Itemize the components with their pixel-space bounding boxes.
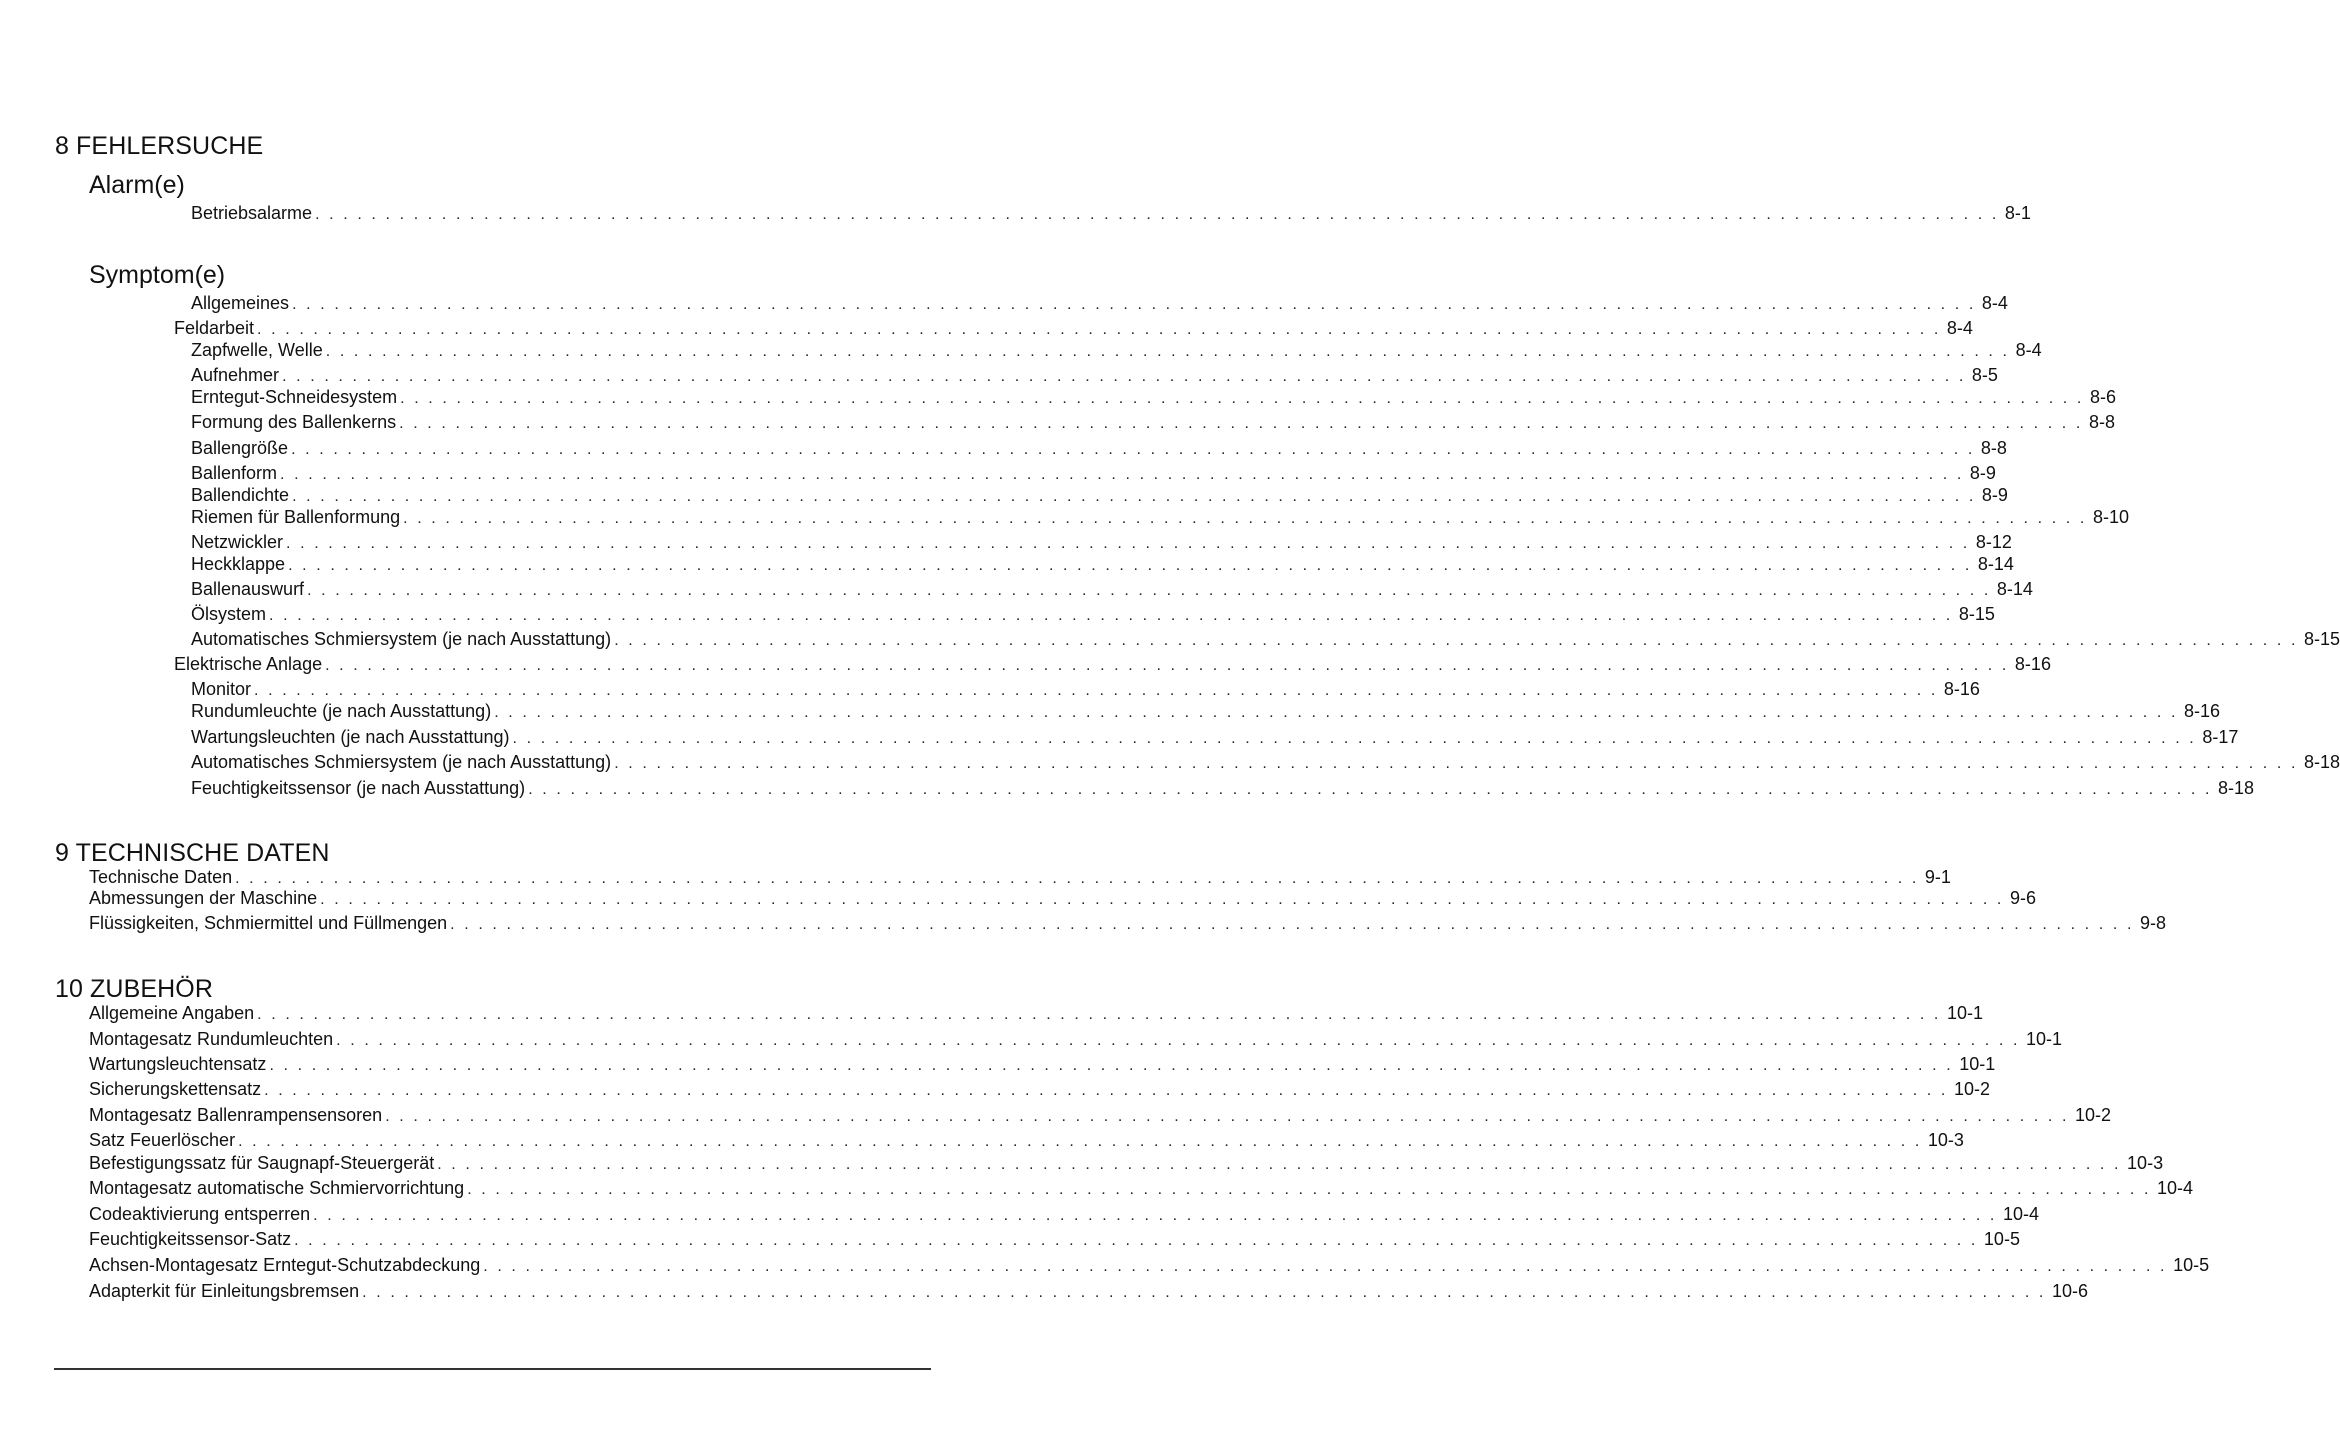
toc-entry-label: Allgemeines <box>191 293 290 313</box>
dot-leader: . . . . . . . . . . . . . . . . . . . . . . . . . . . . . . . . . . . . . . . . . . . . . . . . . . . . . . . . . . . . . . . . . . . . . . . . . . . . . . . . . . . . . . . . . . . . . . . . . . . . . . . . . . . . . . . . . . . . . . . . <box>269 1057 1954 1074</box>
toc-entry[interactable] <box>89 887 2036 909</box>
toc-entry[interactable] <box>191 751 2340 773</box>
toc-entry[interactable] <box>89 1177 2194 1199</box>
toc-entry-label: Aufnehmer <box>191 365 280 385</box>
toc-entry[interactable] <box>89 1280 2088 1302</box>
toc-entry[interactable] <box>89 1002 1983 1024</box>
toc-entry-page: 8-16 <box>2184 701 2221 721</box>
dot-leader: . . . . . . . . . . . . . . . . . . . . . . . . . . . . . . . . . . . . . . . . . . . . . . . . . . . . . . . . . . . . . . . . . . . . . . . . . . . . . . . . . . . . . . . . . . . . . . . . . . . . . . . . . . . . . . . . . . . . . . . . <box>403 510 2087 527</box>
toc-entry[interactable] <box>191 364 1998 386</box>
toc-entry-page: 10-4 <box>2157 1178 2194 1198</box>
toc-entry[interactable] <box>89 1203 2039 1225</box>
toc-entry-label: Allgemeine Angaben <box>89 1003 255 1023</box>
toc-entry-page: 8-17 <box>2202 727 2239 747</box>
dot-leader: . . . . . . . . . . . . . . . . . . . . . . . . . . . . . . . . . . . . . . . . . . . . . . . . . . . . . . . . . . . . . . . . . . . . . . . . . . . . . . . . . . . . . . . . . . . . . . . . . . . . . . . . . . . . . . . . . . . . . . . . <box>286 535 1970 552</box>
toc-entry[interactable] <box>191 202 2031 224</box>
dot-leader: . . . . . . . . . . . . . . . . . . . . . . . . . . . . . . . . . . . . . . . . . . . . . . . . . . . . . . . . . . . . . . . . . . . . . . . . . . . . . . . . . . . . . . . . . . . . . . . . . . . . . . . . . . . . . . . . . . . . . . . . <box>385 1108 2070 1125</box>
toc-entry-label: Heckklappe <box>191 554 286 574</box>
toc-entry-label: Automatisches Schmiersystem (je nach Ausstattung) <box>191 752 612 772</box>
toc-entry-page: 8-8 <box>1980 438 2007 458</box>
dot-leader: . . . . . . . . . . . . . . . . . . . . . . . . . . . . . . . . . . . . . . . . . . . . . . . . . . . . . . . . . . . . . . . . . . . . . . . . . . . . . . . . . . . . . . . . . . . . . . . . . . . . . . . . . . . . . . . . . . . . . . . . <box>325 343 2010 360</box>
dot-leader: . . . . . . . . . . . . . . . . . . . . . . . . . . . . . . . . . . . . . . . . . . . . . . . . . . . . . . . . . . . . . . . . . . . . . . . . . . . . . . . . . . . . . . . . . . . . . . . . . . . . . . . . . . . . . . . . . . . . . . . . <box>400 390 2084 407</box>
toc-entry-label: Feuchtigkeitssensor-Satz <box>89 1229 292 1249</box>
toc-entry-page: 10-5 <box>1983 1229 2020 1249</box>
dot-leader: . . . . . . . . . . . . . . . . . . . . . . . . . . . . . . . . . . . . . . . . . . . . . . . . . . . . . . . . . . . . . . . . . . . . . . . . . . . . . . . . . . . . . . . . . . . . . . . . . . . . . . . . . . . . . . . . . . . . . . . . <box>254 682 1938 699</box>
dot-leader: . . . . . . . . . . . . . . . . . . . . . . . . . . . . . . . . . . . . . . . . . . . . . . . . . . . . . . . . . . . . . . . . . . . . . . . . . . . . . . . . . . . . . . . . . . . . . . . . . . . . . . . . . . . . . . . . . . . . . . . . <box>288 557 1972 574</box>
toc-entry-label: Ballenauswurf <box>191 579 305 599</box>
section-title-fehlersuche: 8 FEHLERSUCHE <box>55 132 264 160</box>
toc-entry[interactable] <box>191 777 2255 799</box>
toc-entry[interactable] <box>191 411 2115 433</box>
toc-entry-label: Adapterkit für Einleitungsbremsen <box>89 1281 360 1301</box>
toc-entry-page: 8-18 <box>2218 778 2255 798</box>
dot-leader: . . . . . . . . . . . . . . . . . . . . . . . . . . . . . . . . . . . . . . . . . . . . . . . . . . . . . . . . . . . . . . . . . . . . . . . . . . . . . . . . . . . . . . . . . . . . . . . . . . . . . . . . . . . . . . . . . . . . . . . . <box>315 206 1999 223</box>
toc-entry-label: Rundumleuchte (je nach Ausstattung) <box>191 701 492 721</box>
toc-entry-page: 9-8 <box>2139 913 2166 933</box>
dot-leader: . . . . . . . . . . . . . . . . . . . . . . . . . . . . . . . . . . . . . . . . . . . . . . . . . . . . . . . . . . . . . . . . . . . . . . . . . . . . . . . . . . . . . . . . . . . . . . . . . . . . . . . . . . . . . . . . . . . . . . . . <box>282 368 1966 385</box>
toc-entry[interactable] <box>191 553 2014 575</box>
toc-entry-page: 8-10 <box>2092 507 2129 527</box>
dot-leader: . . . . . . . . . . . . . . . . . . . . . . . . . . . . . . . . . . . . . . . . . . . . . . . . . . . . . . . . . . . . . . . . . . . . . . . . . . . . . . . . . . . . . . . . . . . . . . . . . . . . . . . . . . . . . . . . . . . . . . . . <box>450 916 2134 933</box>
toc-entry[interactable] <box>191 292 2008 314</box>
toc-entry[interactable] <box>191 437 2007 459</box>
toc-entry-label: Wartungsleuchten (je nach Ausstattung) <box>191 727 510 747</box>
toc-entry-label: Monitor <box>191 679 252 699</box>
toc-entry-label: Montagesatz automatische Schmiervorrichtung <box>89 1178 465 1198</box>
section-title-zubehoer: 10 ZUBEHÖR <box>55 975 213 1003</box>
toc-entry-label: Befestigungssatz für Saugnapf-Steuergerät <box>89 1153 435 1173</box>
dot-leader: . . . . . . . . . . . . . . . . . . . . . . . . . . . . . . . . . . . . . . . . . . . . . . . . . . . . . . . . . . . . . . . . . . . . . . . . . . . . . . . . . . . . . . . . . . . . . . . . . . . . . . . . . . . . . . . . . . . . . . . . <box>614 632 2299 649</box>
dot-leader: . . . . . . . . . . . . . . . . . . . . . . . . . . . . . . . . . . . . . . . . . . . . . . . . . . . . . . . . . . . . . . . . . . . . . . . . . . . . . . . . . . . . . . . . . . . . . . . . . . . . . . . . . . . . . . . . . . . . . . . . <box>307 582 1991 599</box>
toc-entry[interactable] <box>191 462 1996 484</box>
dot-leader: . . . . . . . . . . . . . . . . . . . . . . . . . . . . . . . . . . . . . . . . . . . . . . . . . . . . . . . . . . . . . . . . . . . . . . . . . . . . . . . . . . . . . . . . . . . . . . . . . . . . . . . . . . . . . . . . . . . . . . . . <box>257 1006 1941 1023</box>
dot-leader: . . . . . . . . . . . . . . . . . . . . . . . . . . . . . . . . . . . . . . . . . . . . . . . . . . . . . . . . . . . . . . . . . . . . . . . . . . . . . . . . . . . . . . . . . . . . . . . . . . . . . . . . . . . . . . . . . . . . . . . . <box>483 1258 2168 1275</box>
toc-entry[interactable] <box>191 506 2129 528</box>
toc-entry-page: 10-4 <box>2002 1204 2039 1224</box>
dot-leader: . . . . . . . . . . . . . . . . . . . . . . . . . . . . . . . . . . . . . . . . . . . . . . . . . . . . . . . . . . . . . . . . . . . . . . . . . . . . . . . . . . . . . . . . . . . . . . . . . . . . . . . . . . . . . . . . . . . . . . . . <box>437 1156 2122 1173</box>
toc-entry[interactable] <box>191 531 2012 553</box>
toc-entry-label: Elektrische Anlage <box>174 654 323 674</box>
toc-entry[interactable] <box>191 726 2239 748</box>
dot-leader: . . . . . . . . . . . . . . . . . . . . . . . . . . . . . . . . . . . . . . . . . . . . . . . . . . . . . . . . . . . . . . . . . . . . . . . . . . . . . . . . . . . . . . . . . . . . . . . . . . . . . . . . . . . . . . . . . . . . . . . . <box>294 1232 1978 1249</box>
toc-entry[interactable] <box>174 653 2051 675</box>
toc-entry-label: Abmessungen der Maschine <box>89 888 318 908</box>
dot-leader: . . . . . . . . . . . . . . . . . . . . . . . . . . . . . . . . . . . . . . . . . . . . . . . . . . . . . . . . . . . . . . . . . . . . . . . . . . . . . . . . . . . . . . . . . . . . . . . . . . . . . . . . . . . . . . . . . . . . . . . . <box>291 441 1975 458</box>
footer-rule <box>54 1368 931 1370</box>
dot-leader: . . . . . . . . . . . . . . . . . . . . . . . . . . . . . . . . . . . . . . . . . . . . . . . . . . . . . . . . . . . . . . . . . . . . . . . . . . . . . . . . . . . . . . . . . . . . . . . . . . . . . . . . . . . . . . . . . . . . . . . . <box>325 657 2009 674</box>
toc-entry-label: Riemen für Ballenformung <box>191 507 401 527</box>
toc-entry-page: 8-4 <box>2015 340 2042 360</box>
toc-entry[interactable] <box>191 339 2042 361</box>
dot-leader: . . . . . . . . . . . . . . . . . . . . . . . . . . . . . . . . . . . . . . . . . . . . . . . . . . . . . . . . . . . . . . . . . . . . . . . . . . . . . . . . . . . . . . . . . . . . . . . . . . . . . . . . . . . . . . . . . . . . . . . . <box>280 466 1964 483</box>
toc-entry-label: Zapfwelle, Welle <box>191 340 323 360</box>
toc-entry-page: 8-8 <box>2088 412 2115 432</box>
toc-entry-label: Netzwickler <box>191 532 284 552</box>
toc-entry-page: 8-4 <box>1981 293 2008 313</box>
toc-entry[interactable] <box>191 678 1980 700</box>
toc-entry-page: 8-16 <box>1943 679 1980 699</box>
toc-entry-page: 8-4 <box>1946 318 1973 338</box>
toc-entry-label: Wartungsleuchtensatz <box>89 1054 267 1074</box>
toc-entry-page: 10-1 <box>2025 1029 2063 1049</box>
dot-leader: . . . . . . . . . . . . . . . . . . . . . . . . . . . . . . . . . . . . . . . . . . . . . . . . . . . . . . . . . . . . . . . . . . . . . . . . . . . . . . . . . . . . . . . . . . . . . . . . . . . . . . . . . . . . . . . . . . . . . . . . <box>336 1032 2020 1049</box>
dot-leader: . . . . . . . . . . . . . . . . . . . . . . . . . . . . . . . . . . . . . . . . . . . . . . . . . . . . . . . . . . . . . . . . . . . . . . . . . . . . . . . . . . . . . . . . . . . . . . . . . . . . . . . . . . . . . . . . . . . . . . . . <box>264 1082 1948 1099</box>
toc-entry-page: 10-3 <box>2127 1153 2164 1173</box>
toc-entry[interactable] <box>174 317 1973 339</box>
toc-entry[interactable] <box>191 578 2033 600</box>
toc-entry-page: 8-5 <box>1971 365 1998 385</box>
dot-leader: . . . . . . . . . . . . . . . . . . . . . . . . . . . . . . . . . . . . . . . . . . . . . . . . . . . . . . . . . . . . . . . . . . . . . . . . . . . . . . . . . . . . . . . . . . . . . . . . . . . . . . . . . . . . . . . . . . . . . . . . <box>467 1181 2152 1198</box>
toc-entry-label: Satz Feuerlöscher <box>89 1130 236 1150</box>
toc-entry-page: 8-9 <box>1981 485 2008 505</box>
toc-entry-label: Montagesatz Rundumleuchten <box>89 1029 334 1049</box>
toc-entry-label: Ölsystem <box>191 604 267 624</box>
subsection-heading-alarme: Alarm(e) <box>89 171 185 199</box>
toc-entry-page: 8-16 <box>2014 654 2051 674</box>
toc-entry[interactable] <box>89 1104 2112 1126</box>
toc-entry-label: Betriebsalarme <box>191 203 313 223</box>
toc-entry[interactable] <box>89 866 1951 888</box>
toc-entry-label: Codeaktivierung entsperren <box>89 1204 311 1224</box>
dot-leader: . . . . . . . . . . . . . . . . . . . . . . . . . . . . . . . . . . . . . . . . . . . . . . . . . . . . . . . . . . . . . . . . . . . . . . . . . . . . . . . . . . . . . . . . . . . . . . . . . . . . . . . . . . . . . . . . . . . . . . . . <box>362 1284 2046 1301</box>
toc-entry[interactable] <box>89 1028 2063 1050</box>
toc-entry[interactable] <box>89 1053 1996 1075</box>
toc-entry-label: Ballendichte <box>191 485 290 505</box>
toc-entry-label: Feuchtigkeitssensor (je nach Ausstattung) <box>191 778 526 798</box>
toc-entry-page: 8-14 <box>1996 579 2033 599</box>
dot-leader: . . . . . . . . . . . . . . . . . . . . . . . . . . . . . . . . . . . . . . . . . . . . . . . . . . . . . . . . . . . . . . . . . . . . . . . . . . . . . . . . . . . . . . . . . . . . . . . . . . . . . . . . . . . . . . . . . . . . . . . . <box>257 321 1941 338</box>
section-title-technische-daten: 9 TECHNISCHE DATEN <box>55 839 330 867</box>
toc-entry-label: Feldarbeit <box>174 318 255 338</box>
dot-leader: . . . . . . . . . . . . . . . . . . . . . . . . . . . . . . . . . . . . . . . . . . . . . . . . . . . . . . . . . . . . . . . . . . . . . . . . . . . . . . . . . . . . . . . . . . . . . . . . . . . . . . . . . . . . . . . . . . . . . . . . <box>512 730 2197 747</box>
toc-entry[interactable] <box>89 1078 1990 1100</box>
dot-leader: . . . . . . . . . . . . . . . . . . . . . . . . . . . . . . . . . . . . . . . . . . . . . . . . . . . . . . . . . . . . . . . . . . . . . . . . . . . . . . . . . . . . . . . . . . . . . . . . . . . . . . . . . . . . . . . . . . . . . . . . <box>528 781 2213 798</box>
toc-entry-label: Montagesatz Ballenrampensensoren <box>89 1105 383 1125</box>
dot-leader: . . . . . . . . . . . . . . . . . . . . . . . . . . . . . . . . . . . . . . . . . . . . . . . . . . . . . . . . . . . . . . . . . . . . . . . . . . . . . . . . . . . . . . . . . . . . . . . . . . . . . . . . . . . . . . . . . . . . . . . . <box>292 296 1976 313</box>
toc-entry[interactable] <box>191 628 2340 650</box>
toc-entry-page: 8-9 <box>1969 463 1996 483</box>
toc-entry-page: 9-6 <box>2009 888 2036 908</box>
toc-entry-page: 9-1 <box>1924 867 1951 887</box>
toc-entry-page: 8-1 <box>2004 203 2031 223</box>
toc-entry[interactable] <box>89 912 2166 934</box>
dot-leader: . . . . . . . . . . . . . . . . . . . . . . . . . . . . . . . . . . . . . . . . . . . . . . . . . . . . . . . . . . . . . . . . . . . . . . . . . . . . . . . . . . . . . . . . . . . . . . . . . . . . . . . . . . . . . . . . . . . . . . . . <box>313 1207 1997 1224</box>
dot-leader: . . . . . . . . . . . . . . . . . . . . . . . . . . . . . . . . . . . . . . . . . . . . . . . . . . . . . . . . . . . . . . . . . . . . . . . . . . . . . . . . . . . . . . . . . . . . . . . . . . . . . . . . . . . . . . . . . . . . . . . . <box>614 755 2299 772</box>
toc-entry[interactable] <box>89 1129 1964 1151</box>
toc-entry-page: 8-15 <box>2304 629 2340 649</box>
toc-entry-page: 10-3 <box>1927 1130 1964 1150</box>
dot-leader: . . . . . . . . . . . . . . . . . . . . . . . . . . . . . . . . . . . . . . . . . . . . . . . . . . . . . . . . . . . . . . . . . . . . . . . . . . . . . . . . . . . . . . . . . . . . . . . . . . . . . . . . . . . . . . . . . . . . . . . . <box>238 1133 1922 1150</box>
toc-entry-page: 8-12 <box>1975 532 2012 552</box>
dot-leader: . . . . . . . . . . . . . . . . . . . . . . . . . . . . . . . . . . . . . . . . . . . . . . . . . . . . . . . . . . . . . . . . . . . . . . . . . . . . . . . . . . . . . . . . . . . . . . . . . . . . . . . . . . . . . . . . . . . . . . . . <box>292 488 1976 505</box>
toc-entry[interactable] <box>191 484 2008 506</box>
dot-leader: . . . . . . . . . . . . . . . . . . . . . . . . . . . . . . . . . . . . . . . . . . . . . . . . . . . . . . . . . . . . . . . . . . . . . . . . . . . . . . . . . . . . . . . . . . . . . . . . . . . . . . . . . . . . . . . . . . . . . . . . <box>235 870 1919 887</box>
toc-entry-page: 10-6 <box>2051 1281 2088 1301</box>
dot-leader: . . . . . . . . . . . . . . . . . . . . . . . . . . . . . . . . . . . . . . . . . . . . . . . . . . . . . . . . . . . . . . . . . . . . . . . . . . . . . . . . . . . . . . . . . . . . . . . . . . . . . . . . . . . . . . . . . . . . . . . . <box>494 704 2179 721</box>
toc-entry-page: 8-15 <box>1958 604 1995 624</box>
dot-leader: . . . . . . . . . . . . . . . . . . . . . . . . . . . . . . . . . . . . . . . . . . . . . . . . . . . . . . . . . . . . . . . . . . . . . . . . . . . . . . . . . . . . . . . . . . . . . . . . . . . . . . . . . . . . . . . . . . . . . . . . <box>269 607 1953 624</box>
toc-entry-label: Ballenform <box>191 463 278 483</box>
toc-entry-label: Flüssigkeiten, Schmiermittel und Füllmengen <box>89 913 448 933</box>
subsection-heading-symptome: Symptom(e) <box>89 261 226 289</box>
toc-entry-page: 8-6 <box>2089 387 2116 407</box>
toc-entry[interactable] <box>89 1228 2020 1250</box>
toc-entry-page: 10-2 <box>2075 1105 2112 1125</box>
toc-entry[interactable] <box>191 386 2116 408</box>
toc-entry-page: 10-1 <box>1959 1054 1996 1074</box>
toc-entry-label: Ballengröße <box>191 438 289 458</box>
toc-entry[interactable] <box>191 700 2221 722</box>
toc-entry[interactable] <box>89 1152 2164 1174</box>
toc-entry-label: Achsen-Montagesatz Erntegut-Schutzabdeckung <box>89 1255 481 1275</box>
toc-entry-page: 8-14 <box>1977 554 2014 574</box>
dot-leader: . . . . . . . . . . . . . . . . . . . . . . . . . . . . . . . . . . . . . . . . . . . . . . . . . . . . . . . . . . . . . . . . . . . . . . . . . . . . . . . . . . . . . . . . . . . . . . . . . . . . . . . . . . . . . . . . . . . . . . . . <box>399 415 2083 432</box>
toc-entry-label: Technische Daten <box>89 867 233 887</box>
dot-leader: . . . . . . . . . . . . . . . . . . . . . . . . . . . . . . . . . . . . . . . . . . . . . . . . . . . . . . . . . . . . . . . . . . . . . . . . . . . . . . . . . . . . . . . . . . . . . . . . . . . . . . . . . . . . . . . . . . . . . . . . <box>320 891 2004 908</box>
toc-entry-page: 10-5 <box>2173 1255 2210 1275</box>
toc-entry-page: 8-18 <box>2304 752 2340 772</box>
toc-entry-page: 10-2 <box>1953 1079 1990 1099</box>
toc-entry-page: 10-1 <box>1946 1003 1983 1023</box>
toc-entry-label: Automatisches Schmiersystem (je nach Ausstattung) <box>191 629 612 649</box>
toc-entry[interactable] <box>89 1254 2210 1276</box>
toc-entry-label: Sicherungskettensatz <box>89 1079 262 1099</box>
toc-entry-label: Erntegut-Schneidesystem <box>191 387 398 407</box>
toc-entry[interactable] <box>191 603 1995 625</box>
toc-entry-label: Formung des Ballenkerns <box>191 412 397 432</box>
